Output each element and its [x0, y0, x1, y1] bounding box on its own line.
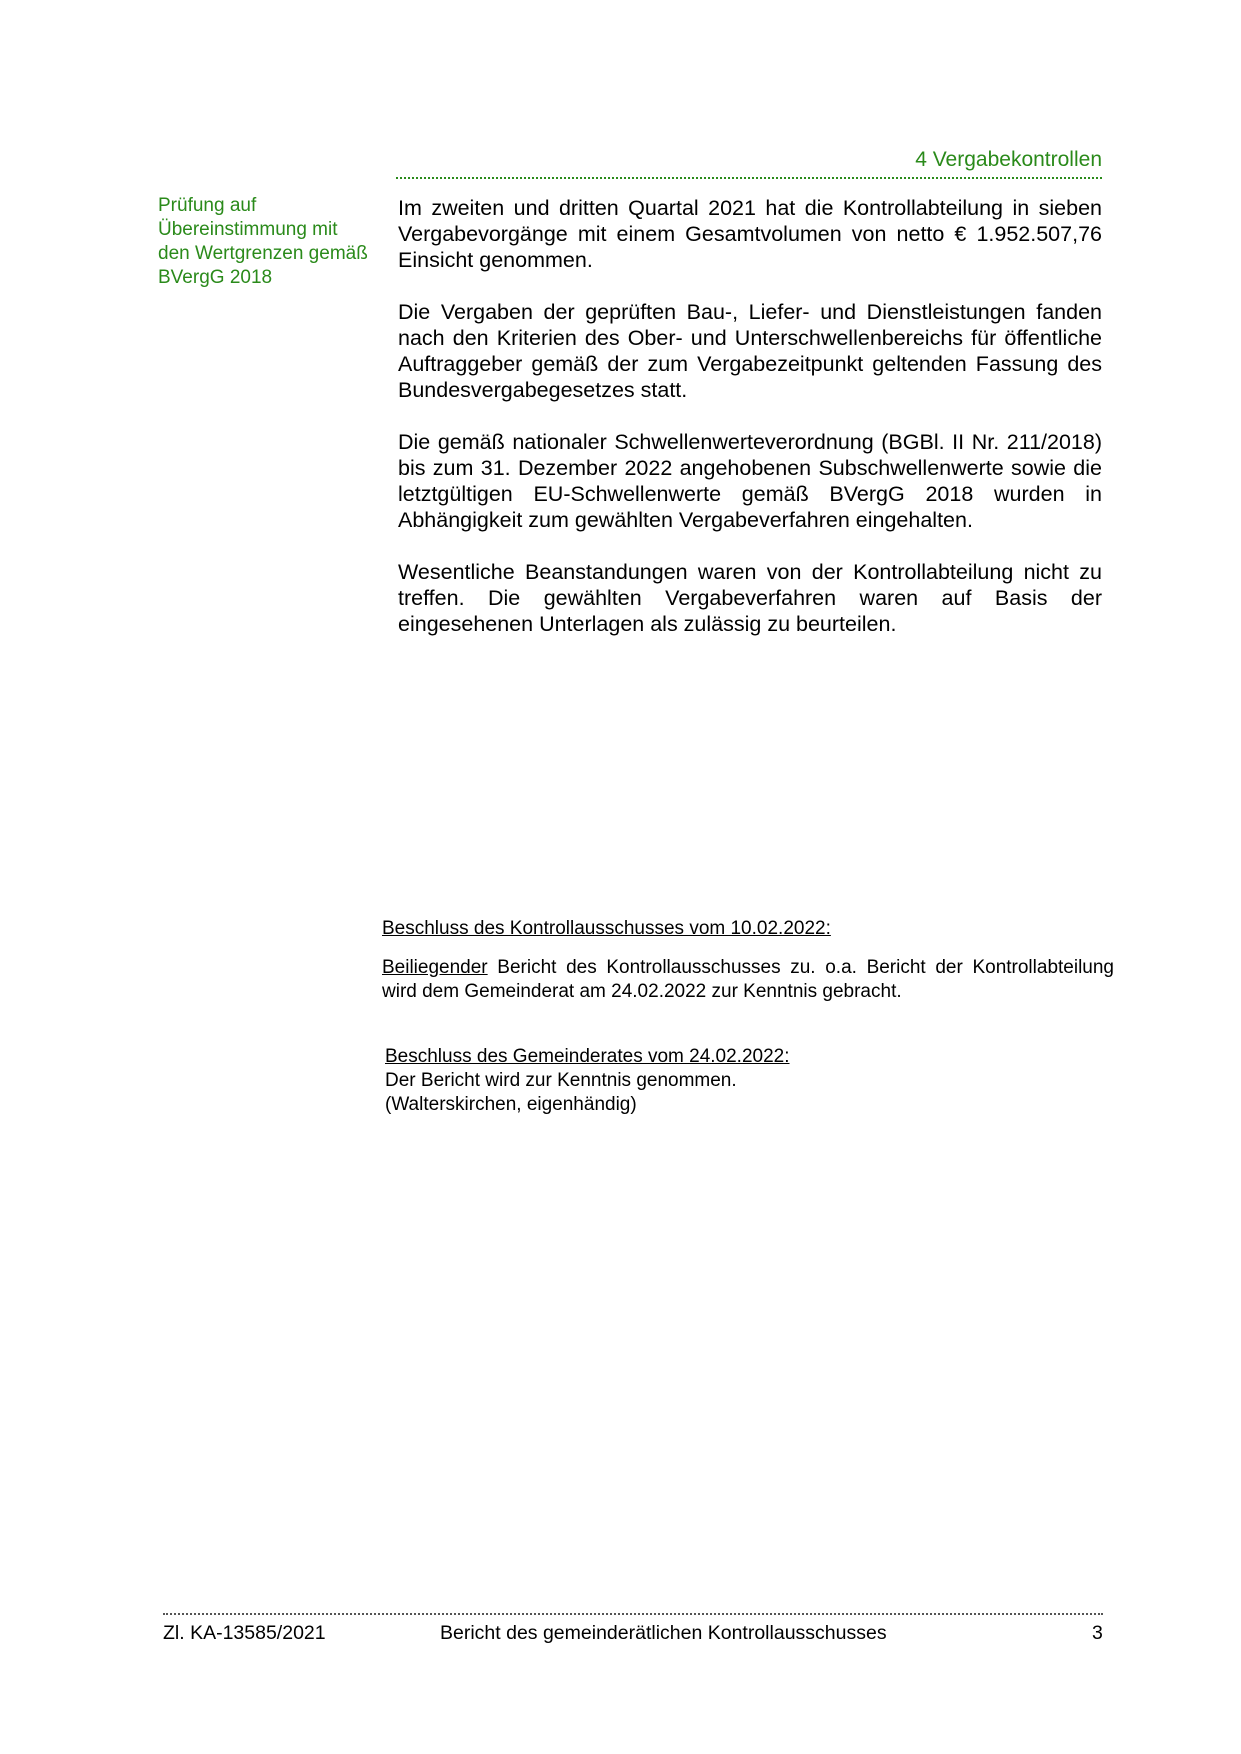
footer-divider	[163, 1613, 1103, 1615]
council-line-1: Der Bericht wird zur Kenntnis genommen.	[385, 1070, 737, 1091]
paragraph: Die Vergaben der geprüften Bau-, Liefer- und Dienstleistungen fanden nach den Kriterien des Ober- und Unterschwellenbereichs für öffentliche Auftraggeber gemäß der zum Vergabezeitpunkt geltenden Fassung des Bundesvergabegesetzes statt.	[398, 300, 1102, 402]
footer-reference: Zl. KA-13585/2021	[163, 1622, 326, 1644]
committee-body: Bericht des Kontrollausschusses zu. o.a. Bericht der Kontrollabteilung wird dem Gemeinderat am 24.02.2022 zur Kenntnis gebracht.	[382, 957, 1114, 1002]
page-number: 3	[1092, 1622, 1103, 1644]
committee-text	[382, 956, 1114, 1004]
chapter-heading: 4 Vergabekontrollen	[915, 148, 1102, 171]
committee-lead: Beiliegender	[382, 957, 488, 978]
paragraph: Im zweiten und dritten Quartal 2021 hat die Kontrollabteilung in sieben Vergabevorgänge mit einem Gesamtvolumen von netto € 1.952.507,76 Einsicht genommen.	[398, 196, 1102, 272]
council-resolution	[385, 1045, 1117, 1117]
footer-title: Bericht des gemeinderätlichen Kontrollausschusses	[440, 1622, 887, 1644]
council-line-2: (Walterskirchen, eigenhändig)	[385, 1094, 637, 1115]
chapter-divider	[396, 177, 1102, 179]
council-heading: Beschluss des Gemeinderates vom 24.02.2022:	[385, 1046, 790, 1067]
paragraph: Die gemäß nationaler Schwellenwerteverordnung (BGBl. II Nr. 211/2018) bis zum 31. Dezember 2022 angehobenen Subschwellenwerte sowie die letztgültigen EU-Schwellenwerte gemäß BVergG 2018 wurden in Abhängigkeit zum gewählten Vergabeverfahren eingehalten.	[398, 430, 1102, 532]
committee-resolution	[382, 917, 1114, 1004]
body-text	[398, 195, 1102, 663]
paragraph: Wesentliche Beanstandungen waren von der Kontrollabteilung nicht zu treffen. Die gewählten Vergabeverfahren waren auf Basis der eingesehenen Unterlagen als zulässig zu beurteilen.	[398, 560, 1102, 636]
margin-note: Prüfung auf Übereinstimmung mit den Wertgrenzen gemäß BVergG 2018	[158, 195, 368, 288]
committee-heading: Beschluss des Kontrollausschusses vom 10.02.2022:	[382, 918, 831, 939]
